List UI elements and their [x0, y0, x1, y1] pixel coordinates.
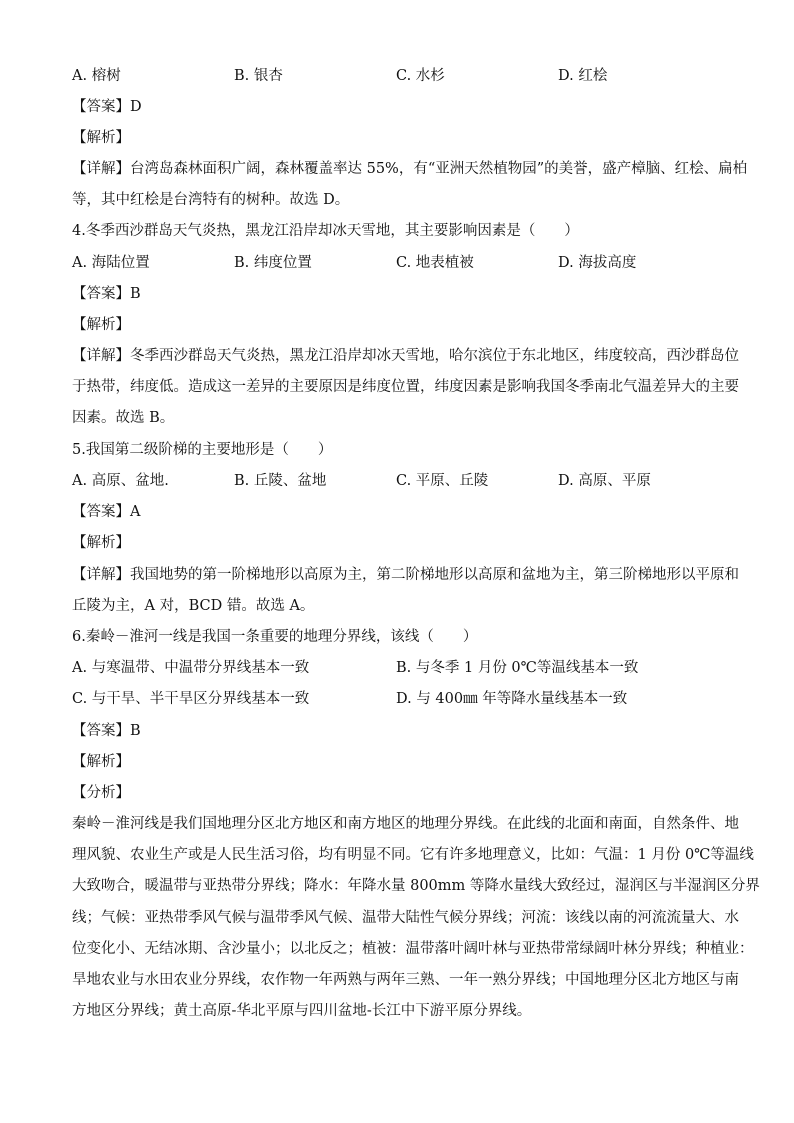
q6-option-c: C. 与干旱、半干旱区分界线基本一致 — [72, 691, 310, 707]
q4-option-a: A. 海陆位置 — [72, 255, 150, 271]
q6-body-line: 秦岭－淮河线是我们国地理分区北方地区和南方地区的地理分界线。在此线的北面和南面，自然条件、地 — [72, 816, 739, 832]
q6-analysis-label: 【解析】 — [72, 754, 130, 770]
q6-body-line: 理风貌、农业生产或是人民生活习俗，均有明显不同。它有许多地理意义，比如：气温：1 月份 0℃等温线 — [72, 847, 754, 863]
q6-fenxi-label: 【分析】 — [72, 785, 130, 801]
q5-detail-line: 丘陵为主，A 对，BCD 错。故选 A。 — [72, 598, 315, 614]
q4-option-d: D. 海拔高度 — [558, 255, 637, 271]
q6-body-line: 方地区分界线；黄土高原-华北平原与四川盆地-长江中下游平原分界线。 — [72, 1003, 532, 1019]
q4-detail-line: 因素。故选 B。 — [72, 410, 175, 426]
q5-option-d: D. 高原、平原 — [558, 473, 651, 489]
q6-body-line: 位变化小、无结冰期、含沙量小；以北反之；植被：温带落叶阔叶林与亚热带常绿阔叶林分界线；种植业： — [72, 941, 754, 957]
q3-option-a: A. 榕树 — [72, 68, 121, 84]
q4-stem: 4.冬季西沙群岛天气炎热，黑龙江沿岸却冰天雪地，其主要影响因素是（ ） — [72, 223, 579, 239]
q4-analysis-label: 【解析】 — [72, 317, 130, 333]
q6-option-d: D. 与 400㎜ 年等降水量线基本一致 — [396, 691, 628, 707]
q4-option-b: B. 纬度位置 — [234, 255, 312, 271]
q3-option-c: C. 水杉 — [396, 68, 445, 84]
q5-stem: 5.我国第二级阶梯的主要地形是（ ） — [72, 442, 333, 458]
q6-body-line: 旱地农业与水田农业分界线，农作物一年两熟与两年三熟、一年一熟分界线；中国地理分区北方地区与南 — [72, 972, 739, 988]
q6-stem: 6.秦岭－淮河一线是我国一条重要的地理分界线，该线（ ） — [72, 629, 478, 645]
q5-option-c: C. 平原、丘陵 — [396, 473, 489, 489]
q4-detail-line: 于热带，纬度低。造成这一差异的主要原因是纬度位置，纬度因素是影响我国冬季南北气温差异大的主要 — [72, 379, 739, 395]
q3-analysis-label: 【解析】 — [72, 130, 130, 146]
q6-answer: 【答案】B — [72, 723, 141, 739]
q4-option-c: C. 地表植被 — [396, 255, 474, 271]
q3-option-d: D. 红桧 — [558, 68, 608, 84]
q3-option-b: B. 银杏 — [234, 68, 283, 84]
q4-answer: 【答案】B — [72, 286, 141, 302]
q6-body-line: 线；气候：亚热带季风气候与温带季风气候、温带大陆性气候分界线；河流：该线以南的河流流量大、水 — [72, 910, 739, 926]
q6-option-b: B. 与冬季 1 月份 0℃等温线基本一致 — [396, 660, 639, 676]
q5-analysis-label: 【解析】 — [72, 535, 130, 551]
q5-detail-line: 【详解】我国地势的第一阶梯地形以高原为主，第二阶梯地形以高原和盆地为主，第三阶梯地形以平原和 — [72, 567, 739, 583]
q5-answer: 【答案】A — [72, 504, 141, 520]
q3-answer: 【答案】D — [72, 99, 142, 115]
q5-option-b: B. 丘陵、盆地 — [234, 473, 327, 489]
q5-option-a: A. 高原、盆地. — [72, 473, 169, 489]
q6-option-a: A. 与寒温带、中温带分界线基本一致 — [72, 660, 310, 676]
q3-detail-line: 【详解】台湾岛森林面积广阔，森林覆盖率达 55%，有“亚洲天然植物园”的美誉，盛产樟脑、红桧、扁柏 — [72, 161, 748, 177]
q6-body-line: 大致吻合，暖温带与亚热带分界线；降水：年降水量 800mm 等降水量线大致经过，湿润区与半湿润区分界 — [72, 878, 760, 894]
q4-detail-line: 【详解】冬季西沙群岛天气炎热，黑龙江沿岸却冰天雪地，哈尔滨位于东北地区，纬度较高，西沙群岛位 — [72, 348, 739, 364]
q3-detail-line: 等，其中红桧是台湾特有的树种。故选 D。 — [72, 192, 350, 208]
